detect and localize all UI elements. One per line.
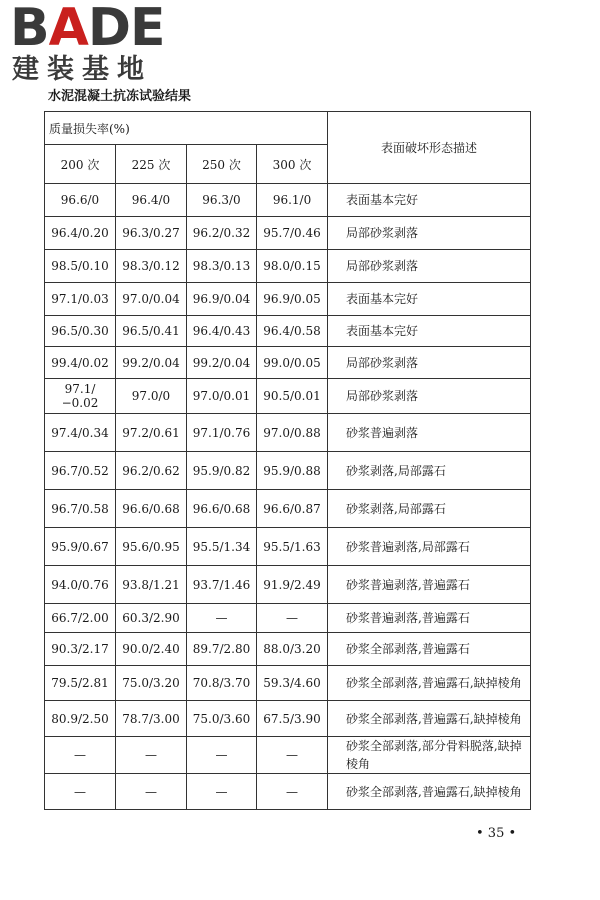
table-cell: —: [45, 737, 116, 774]
results-table: [44, 111, 531, 810]
table-cell: 98.5/0.10: [45, 250, 116, 283]
column-header: 200 次: [45, 145, 116, 184]
table-cell: 95.9/0.88: [257, 452, 328, 490]
table-cell: 96.1/0: [257, 184, 328, 217]
table-cell: 59.3/4.60: [257, 666, 328, 701]
damage-description: 局部砂浆剥落: [328, 217, 531, 250]
logo-accent-letter: A: [48, 0, 88, 58]
surface-damage-header: 表面破坏形态描述: [328, 112, 531, 184]
column-header: 300 次: [257, 145, 328, 184]
table-row: [45, 217, 531, 250]
table-cell: 95.5/1.34: [187, 528, 257, 566]
damage-description: 砂浆普遍剥落,普遍露石: [328, 604, 531, 633]
table-row: [45, 452, 531, 490]
table-cell: 96.5/0.41: [116, 316, 187, 347]
damage-description: 砂浆普遍剥落: [328, 414, 531, 452]
column-header: 225 次: [116, 145, 187, 184]
damage-description: 砂浆普遍剥落,普遍露石: [328, 566, 531, 604]
table-cell: 93.7/1.46: [187, 566, 257, 604]
table-cell: 96.3/0: [187, 184, 257, 217]
logo-wordmark: [10, 0, 165, 58]
table-cell: 98.0/0.15: [257, 250, 328, 283]
table-row: [45, 283, 531, 316]
table-cell: 96.6/0.87: [257, 490, 328, 528]
table-row: [45, 604, 531, 633]
logo-letter: B: [10, 0, 49, 58]
damage-description: 局部砂浆剥落: [328, 347, 531, 379]
table-cell: 67.5/3.90: [257, 701, 328, 737]
table-cell: 95.9/0.82: [187, 452, 257, 490]
table-cell: —: [187, 737, 257, 774]
table-cell: 96.7/0.58: [45, 490, 116, 528]
table-row: [45, 347, 531, 379]
table-cell: 99.2/0.04: [116, 347, 187, 379]
table-cell: —: [257, 774, 328, 810]
damage-description: 砂浆全部剥落,普遍露石,缺掉棱角: [328, 666, 531, 701]
table-cell: 94.0/0.76: [45, 566, 116, 604]
table-cell: 96.9/0.04: [187, 283, 257, 316]
table-cell: —: [116, 737, 187, 774]
table-cell: 96.4/0.20: [45, 217, 116, 250]
logo-letters: DE: [87, 0, 165, 58]
damage-description: 局部砂浆剥落: [328, 379, 531, 414]
table-cell: 99.4/0.02: [45, 347, 116, 379]
table-cell: 97.0/0.88: [257, 414, 328, 452]
damage-description: 砂浆剥落,局部露石: [328, 490, 531, 528]
table-row: [45, 633, 531, 666]
table-row: [45, 184, 531, 217]
table-cell: 97.1/ −0.02: [45, 379, 116, 414]
damage-description: 局部砂浆剥落: [328, 250, 531, 283]
table-cell: 96.2/0.62: [116, 452, 187, 490]
table-title: 水泥混凝土抗冻试验结果: [48, 89, 192, 104]
mass-loss-header: 质量损失率(%): [45, 112, 328, 145]
table-cell: 96.3/0.27: [116, 217, 187, 250]
brand-logo: [10, 2, 180, 88]
table-cell: 96.6/0.68: [187, 490, 257, 528]
table-cell: 96.4/0: [116, 184, 187, 217]
table-row: [45, 528, 531, 566]
table-cell: 97.0/0.04: [116, 283, 187, 316]
table-cell: 96.4/0.43: [187, 316, 257, 347]
table-cell: 90.5/0.01: [257, 379, 328, 414]
table-row: [45, 250, 531, 283]
table-cell: 98.3/0.13: [187, 250, 257, 283]
table-cell: 99.2/0.04: [187, 347, 257, 379]
table-cell: —: [257, 604, 328, 633]
table-row: [45, 414, 531, 452]
table-cell: 89.7/2.80: [187, 633, 257, 666]
table-cell: 93.8/1.21: [116, 566, 187, 604]
table-cell: 96.2/0.32: [187, 217, 257, 250]
table-cell: 60.3/2.90: [116, 604, 187, 633]
table-row: [45, 737, 531, 774]
table-cell: 75.0/3.60: [187, 701, 257, 737]
table-cell: 79.5/2.81: [45, 666, 116, 701]
table-cell: 75.0/3.20: [116, 666, 187, 701]
damage-description: 表面基本完好: [328, 184, 531, 217]
table-cell: —: [187, 774, 257, 810]
table-cell: 97.1/0.76: [187, 414, 257, 452]
table-cell: 88.0/3.20: [257, 633, 328, 666]
damage-description: 砂浆剥落,局部露石: [328, 452, 531, 490]
table-cell: 90.0/2.40: [116, 633, 187, 666]
table-cell: 97.1/0.03: [45, 283, 116, 316]
table-row: [45, 490, 531, 528]
table-cell: 96.9/0.05: [257, 283, 328, 316]
table-row: [45, 316, 531, 347]
table-cell: 78.7/3.00: [116, 701, 187, 737]
table-cell: 97.4/0.34: [45, 414, 116, 452]
damage-description: 表面基本完好: [328, 316, 531, 347]
table-cell: 66.7/2.00: [45, 604, 116, 633]
table-cell: 96.6/0: [45, 184, 116, 217]
damage-description: 表面基本完好: [328, 283, 531, 316]
table-cell: 95.9/0.67: [45, 528, 116, 566]
table-cell: 96.4/0.58: [257, 316, 328, 347]
table-cell: 96.7/0.52: [45, 452, 116, 490]
table-cell: 97.2/0.61: [116, 414, 187, 452]
damage-description: 砂浆全部剥落,普遍露石: [328, 633, 531, 666]
table-row: [45, 666, 531, 701]
column-header: 250 次: [187, 145, 257, 184]
table-cell: —: [116, 774, 187, 810]
table-cell: 80.9/2.50: [45, 701, 116, 737]
damage-description: 砂浆全部剥落,普遍露石,缺掉棱角: [328, 774, 531, 810]
table-cell: 96.5/0.30: [45, 316, 116, 347]
damage-description: 砂浆全部剥落,部分骨料脱落,缺掉棱角: [328, 737, 531, 774]
table-row: [45, 379, 531, 414]
table-cell: 70.8/3.70: [187, 666, 257, 701]
table-cell: 95.5/1.63: [257, 528, 328, 566]
table-row: [45, 566, 531, 604]
table-cell: 90.3/2.17: [45, 633, 116, 666]
table-cell: 99.0/0.05: [257, 347, 328, 379]
table-cell: 97.0/0.01: [187, 379, 257, 414]
table-cell: —: [257, 737, 328, 774]
table-cell: —: [45, 774, 116, 810]
table-cell: 97.0/0: [116, 379, 187, 414]
table-cell: 91.9/2.49: [257, 566, 328, 604]
table-row: [45, 701, 531, 737]
table-cell: 95.7/0.46: [257, 217, 328, 250]
table-cell: 96.6/0.68: [116, 490, 187, 528]
page-number: • 35 •: [476, 826, 517, 841]
table-cell: —: [187, 604, 257, 633]
table-cell: 95.6/0.95: [116, 528, 187, 566]
damage-description: 砂浆全部剥落,普遍露石,缺掉棱角: [328, 701, 531, 737]
damage-description: 砂浆普遍剥落,局部露石: [328, 528, 531, 566]
table-cell: 98.3/0.12: [116, 250, 187, 283]
table-row: [45, 774, 531, 810]
logo-subtitle: 建装基地: [12, 54, 152, 85]
